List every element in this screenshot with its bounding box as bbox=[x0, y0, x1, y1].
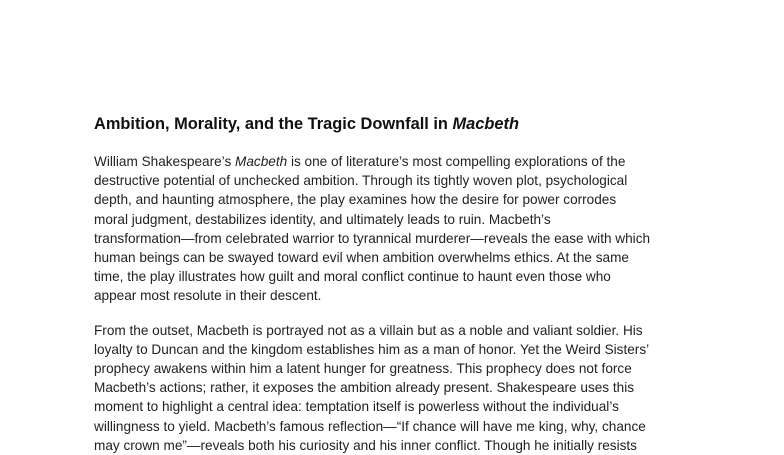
paragraph-2-line-2: loyalty to Duncan and the kingdom establishes him as a man of honor. Yet the Weird Sisters’ bbox=[94, 341, 650, 357]
essay-title-text: Ambition, Morality, and the Tragic Downfall in bbox=[94, 115, 453, 133]
paragraph-1-line-8: appear most resolute in their descent. bbox=[94, 288, 322, 304]
paragraph-1-line-1-italic: Macbeth bbox=[235, 154, 288, 169]
document-body bbox=[94, 112, 694, 455]
paragraph-1-line-1-post: is one of literature’s most compelling explorations of the bbox=[287, 154, 626, 169]
paragraph-2-line-4: Macbeth’s actions; rather, it exposes the ambition already present. Shakespeare uses this bbox=[94, 380, 635, 396]
paragraph-1-line-3: depth, and haunting atmosphere, the play examines how the desire for power corrodes bbox=[94, 192, 617, 208]
essay-title-italic: Macbeth bbox=[452, 115, 519, 133]
essay-title bbox=[94, 112, 694, 136]
paragraph-2-line-5: moment to highlight a central idea: temptation itself is powerless without the individual’s bbox=[94, 399, 619, 415]
paragraph-2-line-6: willingness to yield. Macbeth’s famous reflection—“If chance will have me king, why, chance bbox=[94, 418, 646, 434]
paragraph-2-line-3: prophecy awakens within him a latent hunger for greatness. This prophecy does not force bbox=[94, 361, 632, 377]
paragraph-2 bbox=[94, 321, 694, 455]
paragraph-1-line-7: time, the play illustrates how guilt and moral conflict continue to haunt even those who bbox=[94, 269, 611, 285]
paragraph-1-line-6: human beings can be swayed toward evil when ambition overwhelms ethics. At the same bbox=[94, 250, 629, 266]
paragraph-1-line-1-pre: William Shakespeare’s bbox=[94, 154, 236, 169]
paragraph-1 bbox=[94, 152, 694, 306]
paragraph-1-line-1 bbox=[94, 152, 694, 171]
paragraph-1-line-4: moral judgment, destabilizes identity, and ultimately leads to ruin. Macbeth’s bbox=[94, 211, 551, 227]
paragraph-2-line-7: may crown me”—reveals both his curiosity and his inner conflict. Though he initially resists bbox=[94, 437, 637, 453]
paragraph-2-line-1: From the outset, Macbeth is portrayed not as a villain but as a noble and valiant soldier. His bbox=[94, 322, 643, 338]
paragraph-1-line-2: destructive potential of unchecked ambition. Through its tightly woven plot, psychological bbox=[94, 173, 628, 189]
paragraph-1-line-5: transformation—from celebrated warrior to tyrannical murderer—reveals the ease with which bbox=[94, 230, 651, 246]
